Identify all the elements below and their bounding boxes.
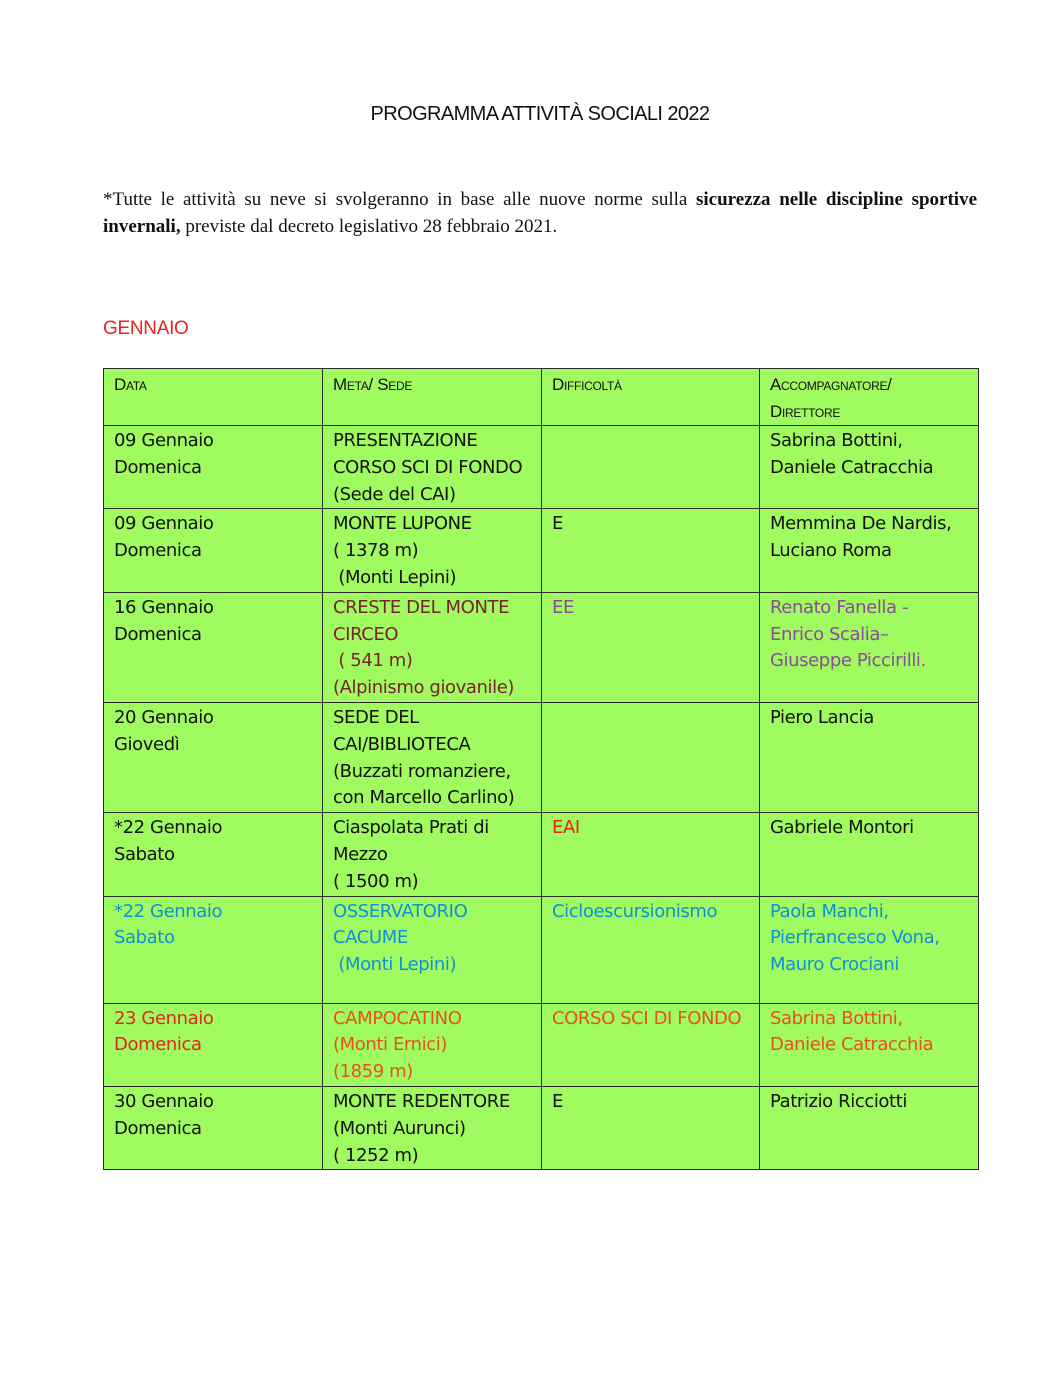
guide-cell: Gabriele Montori: [760, 813, 979, 896]
guide-cell: Paola Manchi, Pierfrancesco Vona, Mauro Crociani: [760, 896, 979, 1003]
place-cell: OSSERVATORIO CACUME (Monti Lepini): [323, 896, 542, 1003]
table-row: [104, 813, 979, 896]
guide-cell: Sabrina Bottini, Daniele Catracchia: [760, 426, 979, 509]
activities-table: [103, 368, 979, 1170]
note-text: *Tutte le attività su neve si svolgeranno in base alle nuove norme sulla: [103, 189, 696, 210]
date-cell: 23 Gennaio Domenica: [104, 1003, 323, 1086]
difficulty-cell: E: [542, 1086, 760, 1169]
table-row: [104, 702, 979, 812]
table-row: [104, 1003, 979, 1086]
guide-cell: Sabrina Bottini, Daniele Catracchia: [760, 1003, 979, 1086]
table-row: [104, 592, 979, 702]
guide-cell: Patrizio Ricciotti: [760, 1086, 979, 1169]
difficulty-cell: Cicloescursionismo: [542, 896, 760, 1003]
date-cell: 20 Gennaio Giovedì: [104, 702, 323, 812]
place-cell: SEDE DEL CAI/BIBLIOTECA (Buzzati romanziere, con Marcello Carlino): [323, 702, 542, 812]
table-row: [104, 426, 979, 509]
safety-note: [103, 186, 977, 240]
difficulty-cell: [542, 426, 760, 509]
difficulty-cell: [542, 702, 760, 812]
header-guide: Accompagnatore/ Direttore: [760, 369, 979, 426]
date-cell: 09 Gennaio Domenica: [104, 509, 323, 592]
table-row: [104, 896, 979, 1003]
note-text-end: previste dal decreto legislativo 28 febbraio 2021.: [180, 216, 558, 237]
difficulty-cell: CORSO SCI DI FONDO: [542, 1003, 760, 1086]
difficulty-cell: EAI: [542, 813, 760, 896]
table-header-row: [104, 369, 979, 426]
place-cell: CRESTE DEL MONTE CIRCEO ( 541 m) (Alpinismo giovanile): [323, 592, 542, 702]
page-title: PROGRAMMA ATTIVITÀ SOCIALI 2022: [370, 103, 710, 125]
header-difficulty: Difficoltà: [542, 369, 760, 426]
place-cell: MONTE REDENTORE (Monti Aurunci) ( 1252 m): [323, 1086, 542, 1169]
guide-cell: Piero Lancia: [760, 702, 979, 812]
table-row: [104, 1086, 979, 1169]
place-cell: PRESENTAZIONE CORSO SCI DI FONDO (Sede del CAI): [323, 426, 542, 509]
guide-cell: Renato Fanella - Enrico Scalia– Giuseppe Piccirilli.: [760, 592, 979, 702]
date-cell: *22 Gennaio Sabato: [104, 813, 323, 896]
table-row: [104, 509, 979, 592]
header-date: Data: [104, 369, 323, 426]
guide-cell: Memmina De Nardis, Luciano Roma: [760, 509, 979, 592]
date-cell: 30 Gennaio Domenica: [104, 1086, 323, 1169]
place-cell: CAMPOCATINO (Monti Ernici) (1859 m): [323, 1003, 542, 1086]
difficulty-cell: E: [542, 509, 760, 592]
date-cell: 16 Gennaio Domenica: [104, 592, 323, 702]
month-heading: GENNAIO: [103, 318, 189, 339]
difficulty-cell: EE: [542, 592, 760, 702]
place-cell: Ciaspolata Prati di Mezzo ( 1500 m): [323, 813, 542, 896]
place-cell: MONTE LUPONE ( 1378 m) (Monti Lepini): [323, 509, 542, 592]
date-cell: 09 Gennaio Domenica: [104, 426, 323, 509]
note-bold-text: sicurezza nelle discipline sportive invernali,: [103, 189, 977, 237]
date-cell: *22 Gennaio Sabato: [104, 896, 323, 1003]
header-place: Meta/ Sede: [323, 369, 542, 426]
